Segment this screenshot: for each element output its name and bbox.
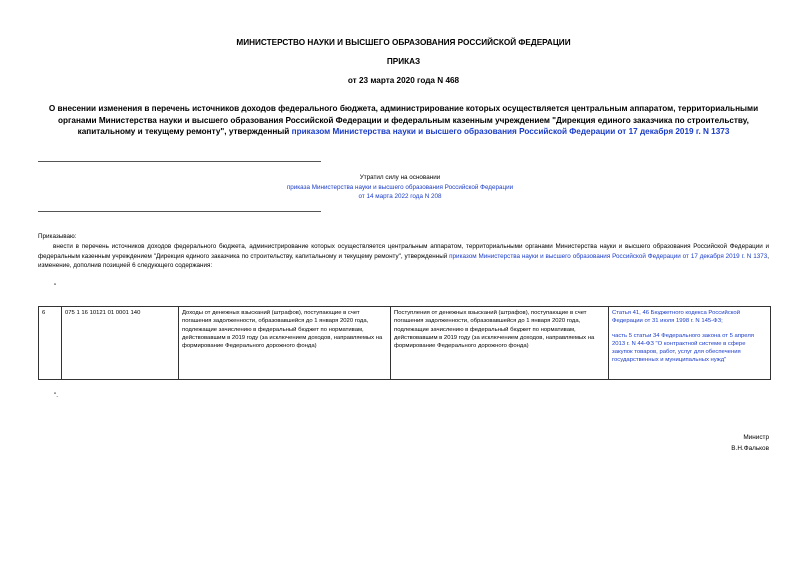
signer-position: Министр (743, 434, 769, 441)
divider-top (38, 161, 321, 162)
quote-close: ". (54, 392, 58, 399)
cell-legal-basis (609, 307, 771, 380)
paragraph-end: , изменение, дополнив позицией 6 следующего содержания: (38, 252, 769, 270)
cell-position-number: 6 (39, 307, 62, 380)
title-text: О внесении изменения в перечень источников доходов федерального бюджета, администрирование которых осуществляется центральным аппаратом, территориальными органами Министерства науки и высшего образования Российской Федерации и федеральным казенным учреждением "Дирекция единого заказчика по строительству, капитальному и текущему ремонту", утвержденный (48, 104, 759, 136)
table-row (39, 307, 771, 380)
signer-name: В.Н.Фальков (731, 445, 769, 452)
order-paragraph (38, 242, 769, 271)
repeal-order-date-link[interactable]: от 14 марта 2022 года N 208 (358, 193, 442, 201)
income-table (38, 306, 771, 380)
doc-date-number: от 23 марта 2020 года N 468 (347, 76, 460, 85)
doc-type: ПРИКАЗ (386, 57, 421, 66)
procurement-law-link[interactable]: часть 5 статьи 34 Федерального закона от 5 апреля 2013 г. N 44-ФЗ "О контрактной системе в сфере закупок товаров, работ, услуг для обеспечения государственных и муниципальных нужд" (612, 332, 754, 364)
quote-open: " (54, 283, 57, 290)
title-order-link[interactable]: приказом Министерства науки и высшего образования Российской Федерации от 17 декабря 2019 г. N 1373 (291, 127, 730, 136)
repeal-order-link[interactable]: приказа Министерства науки и высшего образования Российской Федерации (286, 183, 514, 191)
paragraph-order-link[interactable]: приказом Министерства науки и высшего образования Российской Федерации от 17 декабря 2019 г. N 1373 (449, 252, 768, 260)
ministry-name: МИНИСТЕРСТВО НАУКИ И ВЫСШЕГО ОБРАЗОВАНИЯ РОССИЙСКОЙ ФЕДЕРАЦИИ (236, 38, 571, 47)
status-block (180, 173, 620, 202)
cell-income-source: Поступления от денежных взысканий (штрафов), поступающие в счет погашения задолженности, образовавшейся до 1 января 2020 года, подлежащие зачислению в федеральный бюджет по нормативам, действовавшим в 2019 году (за исключением доходов, направляемых на формирование Федерального дорожного фонда) (391, 307, 609, 380)
divider-bottom (38, 211, 321, 212)
cell-income-name: Доходы от денежных взысканий (штрафов), поступающие в счет погашения задолженности, образовавшейся до 1 января 2020 года, подлежащие зачислению в федеральный бюджет по нормативам, действовавшим в 2019 году (за исключением доходов, направляемых на формирование Федерального дорожного фонда) (179, 307, 391, 380)
cell-code: 075 1 16 10121 01 0001 140 (62, 307, 179, 380)
order-word: Приказываю: (38, 233, 77, 240)
paragraph-text: внести в перечень источников доходов федерального бюджета, администрирование которых осуществляется центральным аппаратом, территориальными органами Министерства науки и высшего образования Российской Федерации и федеральным казенным учреждением "Дирекция единого заказчика по строительству, капитальному и текущему ремонту", утвержденный (38, 243, 769, 260)
document-title (40, 103, 767, 138)
budget-code-link[interactable]: Статья 41, 46 Бюджетного кодекса Российской Федерации от 31 июля 1998 г. N 145-ФЗ; (612, 310, 740, 325)
status-line: Утратил силу на основании (359, 174, 441, 181)
